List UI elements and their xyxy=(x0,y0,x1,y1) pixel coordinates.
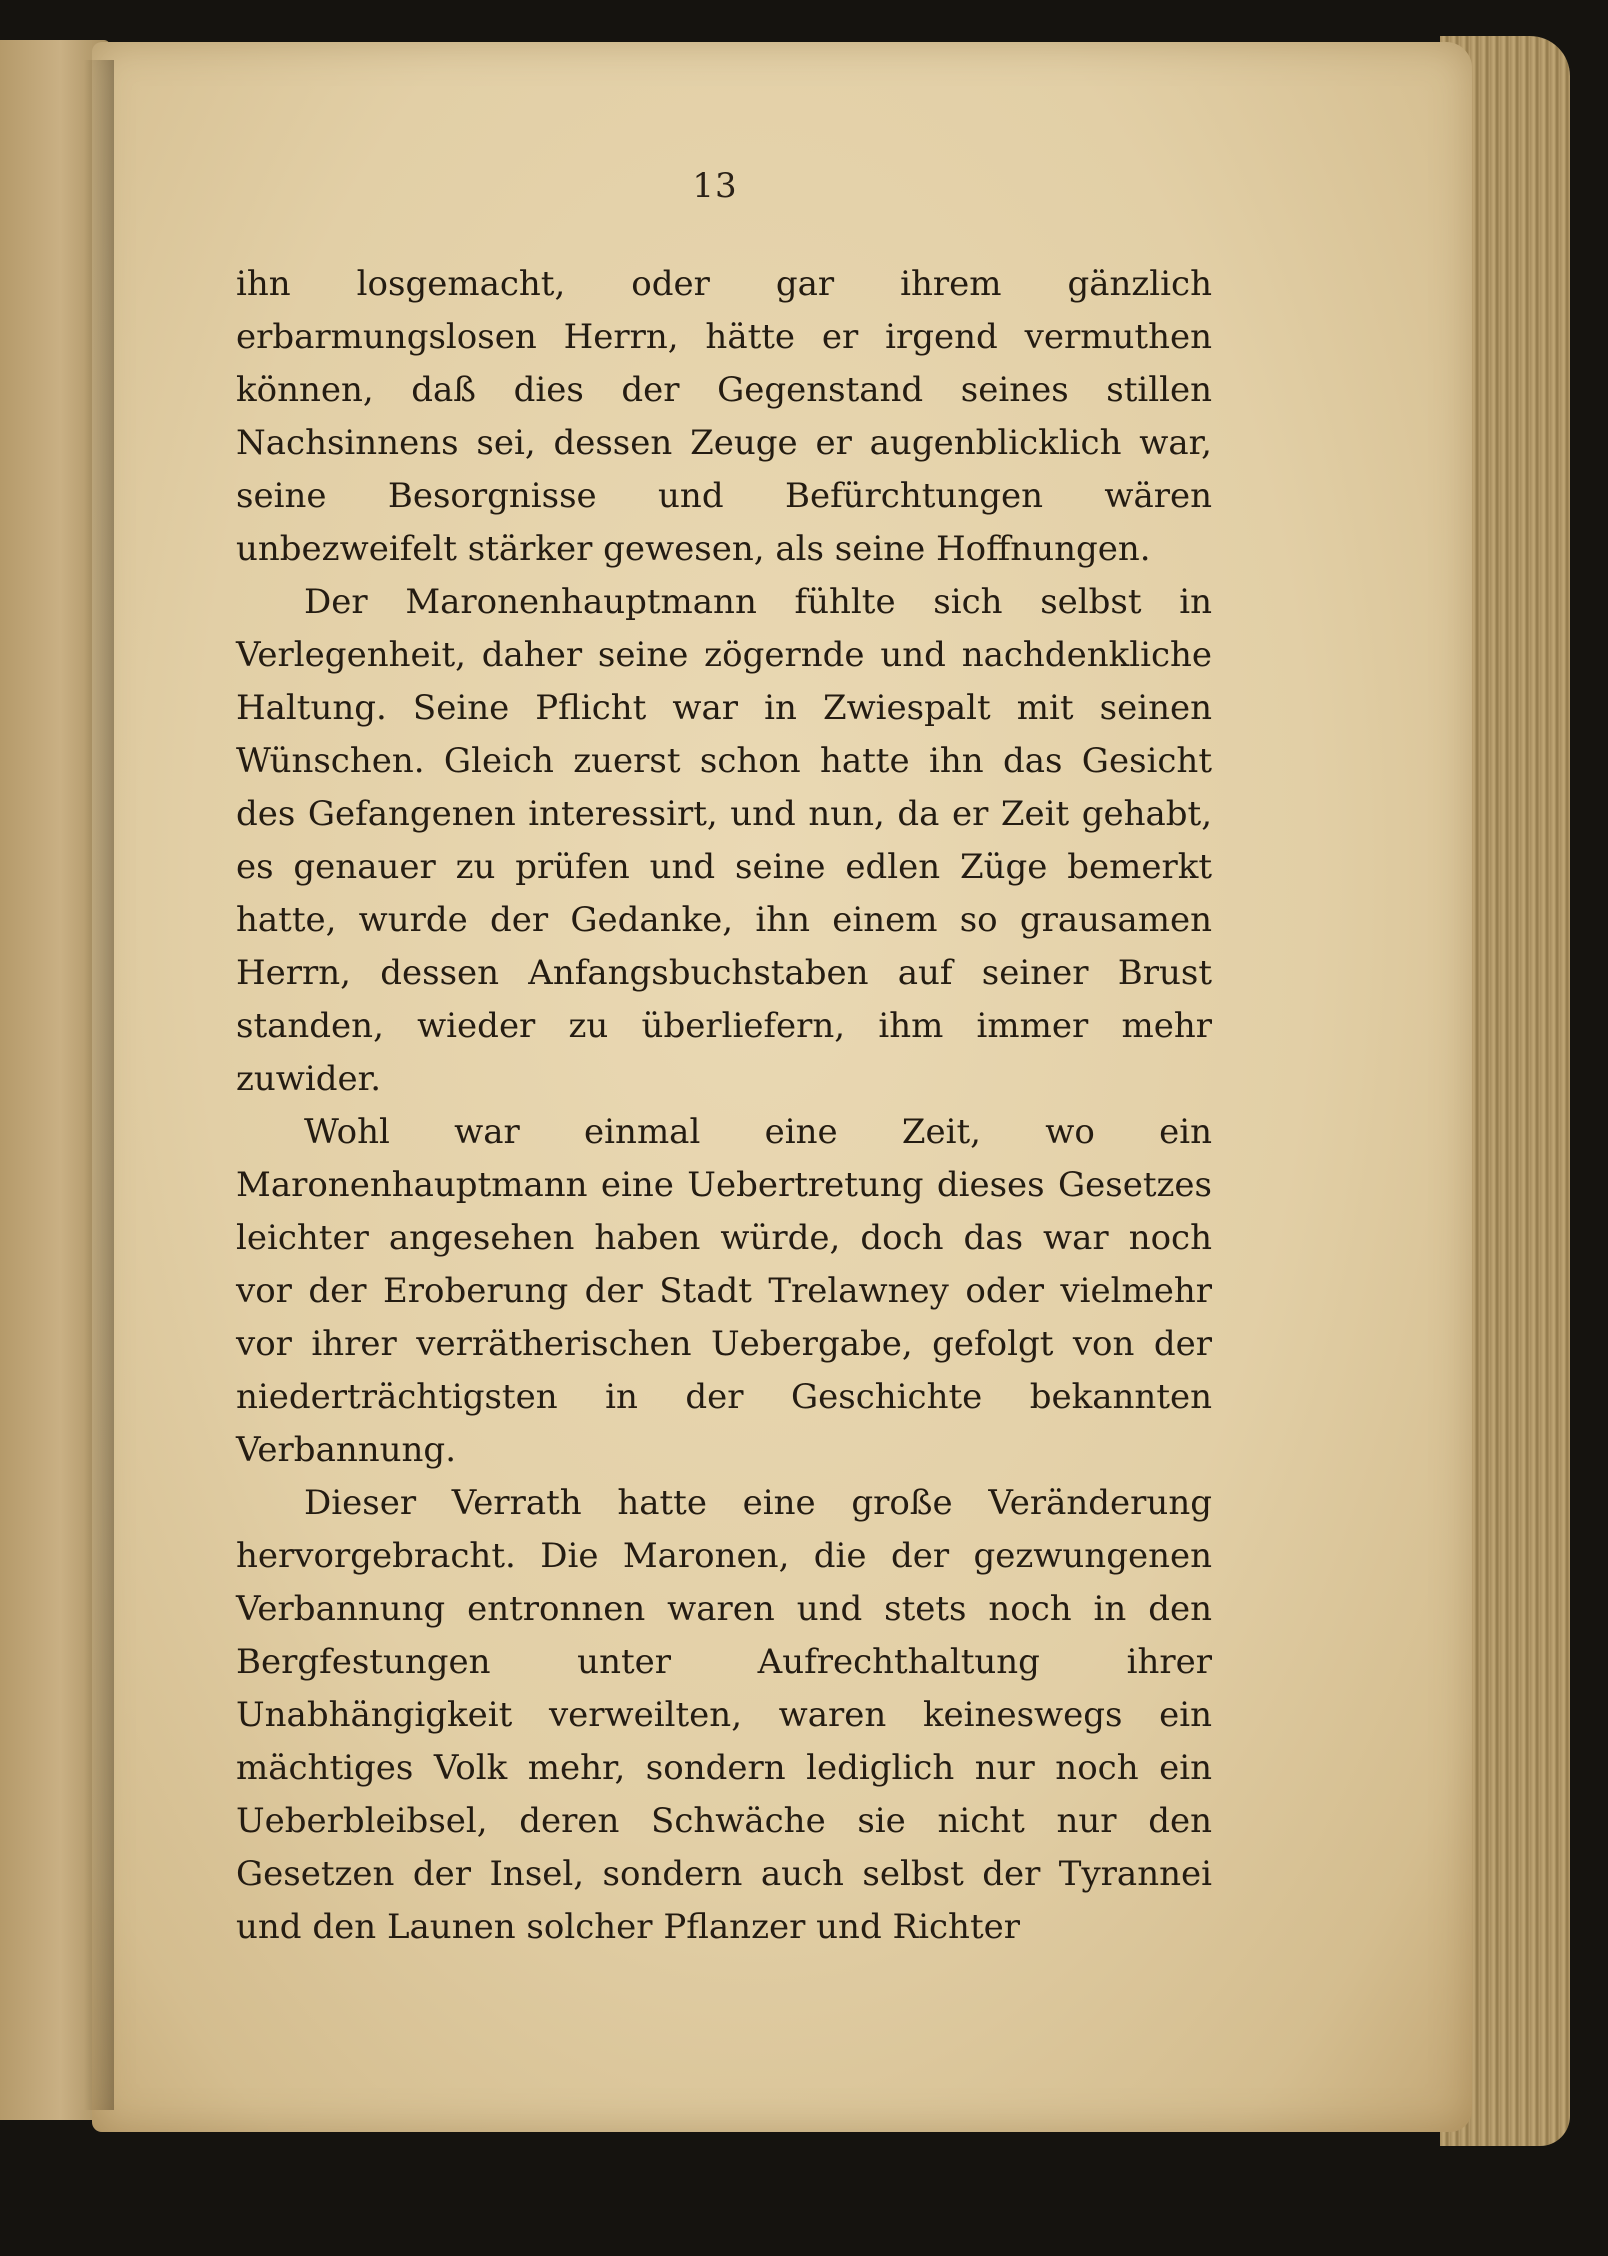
page-number: 13 xyxy=(692,166,738,206)
paragraph-3: Wohl war einmal eine Zeit, wo ein Maronenhauptmann eine Uebertretung dieses Gesetzes leichter angesehen haben würde, doch das war noch vor der Eroberung der Stadt Trelawney oder vielmehr vor ihrer verrätherischen Uebergabe, gefolgt von der niederträchtigsten in der Geschichte bekannten Verbannung. xyxy=(236,1112,1212,1470)
spine-shadow xyxy=(84,60,114,2110)
paragraph-4: Dieser Verrath hatte eine große Veränderung hervorgebracht. Die Maronen, die der gezwungenen Verbannung entronnen waren und stets noch in den Bergfestungen unter Aufrechthaltung ihrer Unabhängigkeit verweilten, waren keineswegs ein mächtiges Volk mehr, sondern lediglich nur noch ein Ueberbleibsel, deren Schwäche sie nicht nur den Gesetzen der Insel, sondern auch selbst der Tyrannei und den Launen solcher Pflanzer und Richter xyxy=(236,1483,1212,1947)
body-text xyxy=(236,258,1212,1954)
paragraph-1: ihn losgemacht, oder gar ihrem gänzlich erbarmungslosen Herrn, hätte er irgend vermuthen können, daß dies der Gegenstand seines stillen Nachsinnens sei, dessen Zeuge er augenblicklich war, seine Besorgnisse und Befürchtungen wären unbezweifelt stärker gewesen, als seine Hoffnungen. xyxy=(236,264,1212,569)
paragraph-2: Der Maronenhauptmann fühlte sich selbst in Verlegenheit, daher seine zögernde und nachdenkliche Haltung. Seine Pflicht war in Zwiespalt mit seinen Wünschen. Gleich zuerst schon hatte ihn das Gesicht des Gefangenen interessirt, und nun, da er Zeit gehabt, es genauer zu prüfen und seine edlen Züge bemerkt hatte, wurde der Gedanke, ihn einem so grausamen Herrn, dessen Anfangsbuchstaben auf seiner Brust standen, wieder zu überliefern, ihm immer mehr zuwider. xyxy=(236,582,1212,1099)
